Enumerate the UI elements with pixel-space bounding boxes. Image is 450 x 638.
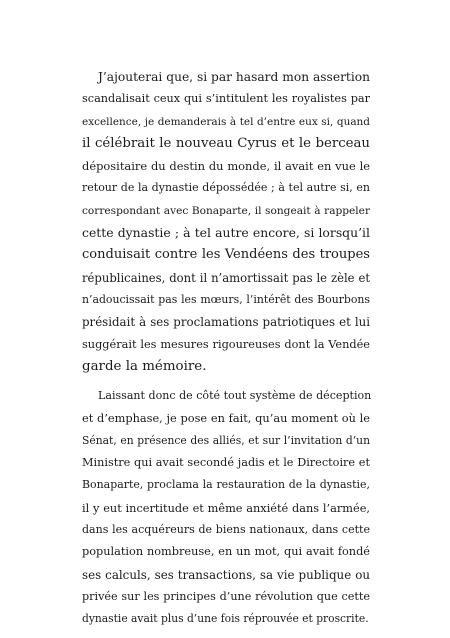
text-line: Sénat, en présence des alliés, et sur l’invitation d’un [82,433,370,447]
text-line: scandalisait ceux qui s’intitulent les royalistes par [82,92,370,106]
text-line: il célébrait le nouveau Cyrus et le berceau [82,135,370,151]
paragraph-2 [82,385,370,630]
text-line: ses calculs, ses transactions, sa vie publique ou [82,567,370,582]
text-line: dynastie avait plus d’une fois réprouvée et proscrite. [82,612,369,626]
text-line: cette dynastie ; à tel autre encore, si lorsqu’il [82,225,370,241]
text-line: et d’emphase, je pose en fait, qu’au moment où le [82,411,370,426]
text-line: excellence, je demanderais à tel d’entre eux si, quand [82,115,370,128]
text-line: retour de la dynastie dépossédée ; à tel autre si, en [82,181,370,195]
text-line: Bonaparte, proclama la restauration de la dynastie, [82,478,370,492]
text-line: Laissant donc de côté tout système de déception [98,389,372,403]
paragraph-1 [82,66,370,378]
text-line: n’adoucissait pas les mœurs, l’intérêt des Bourbons [82,292,370,306]
text-line: privée sur les principes d’une révolution que cette [82,589,370,603]
text-line: dépositaire du destin du monde, il avait en vue le [82,159,370,174]
text-line: Ministre qui avait secondé jadis et le Directoire et [82,456,370,470]
text-line: il y eut incertitude et même anxiété dans l’armée, [82,500,370,515]
body-text [82,66,370,630]
text-line: J’ajouterai que, si par hasard mon assertion [98,70,370,84]
text-line: suggérait les mesures rigoureuses dont la Vendée [82,337,370,351]
text-line: population nombreuse, en un mot, qui avait fondé [82,545,370,559]
text-line: présidait à ses proclamations patriotiques et lui [82,315,370,330]
text-line: républicaines, dont il n’amortissait pas le zèle et [82,270,370,285]
text-line: garde la mémoire. [82,358,207,374]
text-line: conduisait contre les Vendéens des troupes [82,247,370,263]
text-line: correspondant avec Bonaparte, il songeait à rappeler [82,204,370,217]
text-line: dans les acquéreurs de biens nationaux, dans cette [82,522,370,536]
